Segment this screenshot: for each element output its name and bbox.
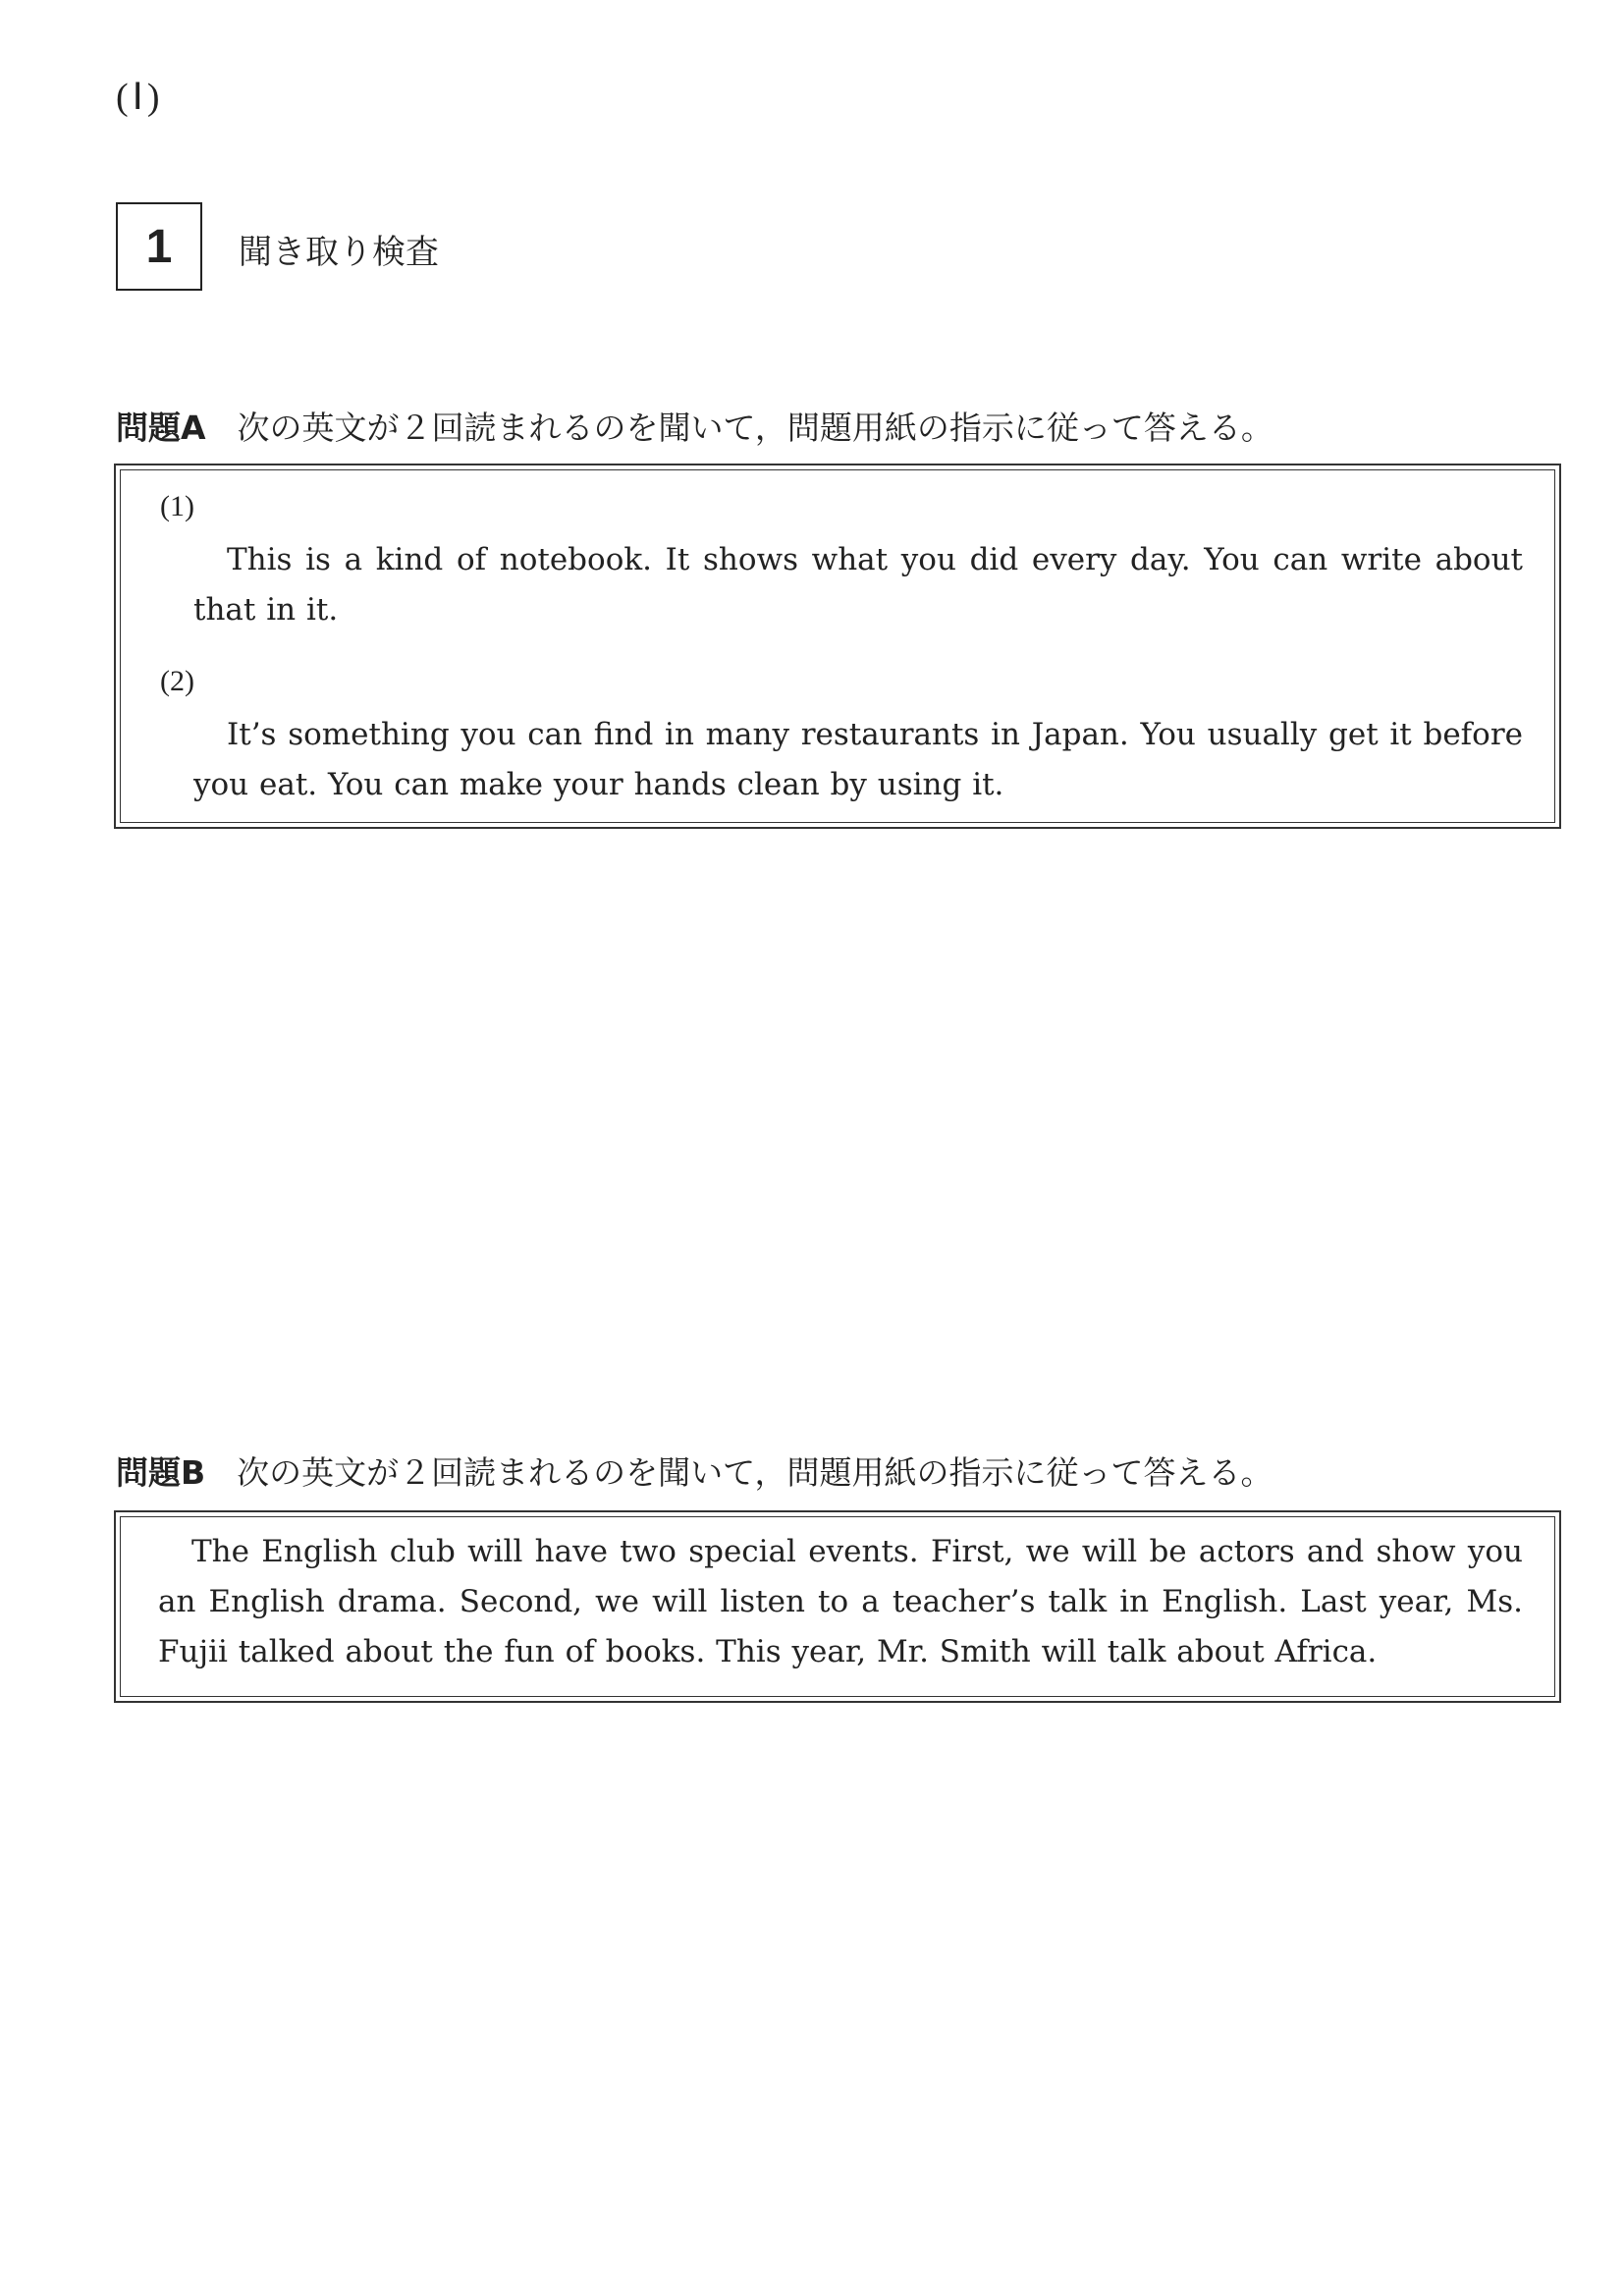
problem-a-frame bbox=[114, 464, 1561, 829]
item-number-1: (1) bbox=[160, 490, 194, 522]
question-number: 1 bbox=[145, 220, 173, 273]
question-number-box bbox=[116, 202, 202, 291]
problem-a-instruction: 次の英文が２回読まれるのを聞いて，問題用紙の指示に従って答える。 bbox=[237, 409, 1273, 447]
item-text-1: This is a kind of notebook. It shows what you did every day. You can write about that in it. bbox=[193, 542, 1523, 628]
item-text-2: It’s something you can find in many restaurants in Japan. You usually get it before you eat. You can make your hands clean by using it. bbox=[193, 717, 1523, 802]
problem-b-heading bbox=[116, 1448, 1273, 1494]
section-mark: (Ⅰ) bbox=[116, 77, 164, 118]
problem-b-frame-inner bbox=[120, 1516, 1555, 1697]
problem-b-instruction: 次の英文が２回読まれるのを聞いて，問題用紙の指示に従って答える。 bbox=[237, 1453, 1273, 1492]
problem-a-label: 問題A bbox=[116, 409, 206, 447]
problem-a-heading bbox=[116, 403, 1273, 449]
problem-b-frame bbox=[114, 1510, 1561, 1703]
problem-a-frame-inner bbox=[120, 469, 1555, 823]
problem-b-text: The English club will have two special events. First, we will be actors and show you an English drama. Second, we will listen to a teacher’s talk in English. Last year, Ms. Fujii talked about the fun of books. This year, Mr. Smith will talk about Africa. bbox=[158, 1534, 1523, 1669]
problem-b-label: 問題B bbox=[116, 1453, 206, 1492]
item-number-2: (2) bbox=[160, 665, 194, 697]
question-title: 聞き取り検査 bbox=[239, 233, 439, 272]
